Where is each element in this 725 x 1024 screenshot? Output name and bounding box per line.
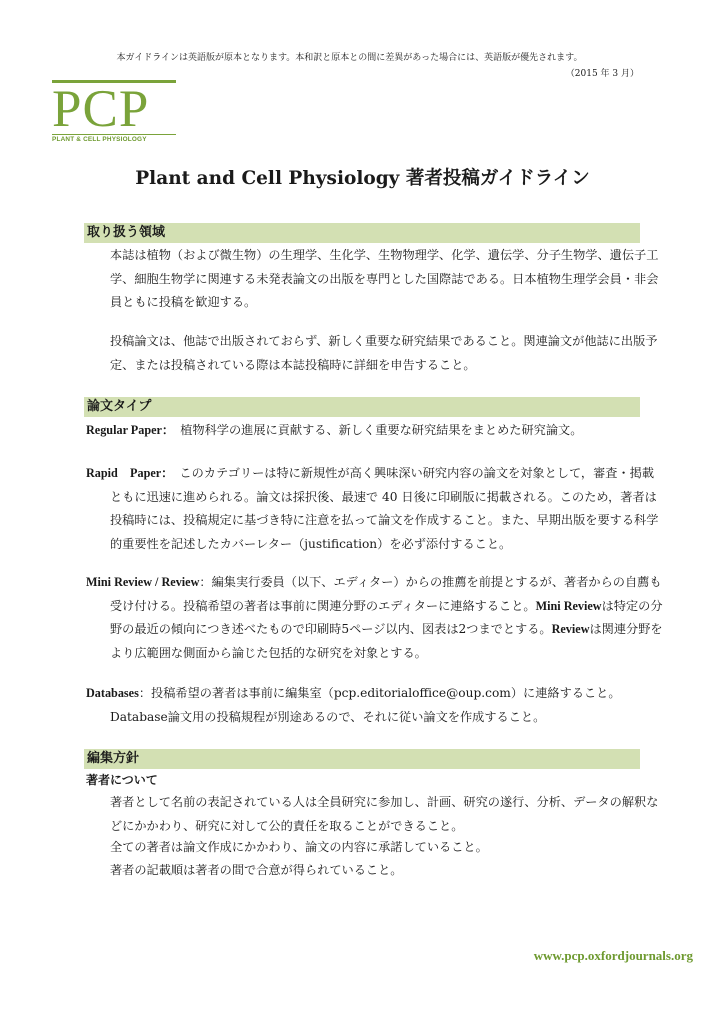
section-heading-scope: 取り扱う領域 — [84, 223, 640, 243]
rapid-paper-text: このカテゴリーは特に新規性が高く興味深い研究内容の論文を対象として，審査・掲載ともに迅速に進められる。論文は採択後、最速で 40 日後に印刷版に掲載される。このため，著者は投稿時には、投稿規定に基づき特に注意を払って論文を作成すること。また、早期出版を要する科学的重要性を記述したカバーレター（justification）を必ず添付すること。 — [110, 466, 659, 551]
section-heading-policy: 編集方針 — [84, 749, 640, 769]
regular-paper-text: 植物科学の進展に貢献する、新しく重要な研究結果をまとめた研究論文。 — [168, 423, 583, 437]
mini-review-term-2: Mini Review — [535, 598, 602, 613]
review-text: は関連分野をより広範囲な側面から論じた包括的な研究を対象とする。 — [110, 622, 663, 660]
logo-subtitle: PLANT & CELL PHYSIOLOGY — [52, 134, 176, 143]
section-heading-types: 論文タイプ — [84, 397, 640, 417]
policy-paragraph-3: 著者の記載順は著者の間で合意が得られていること。 — [110, 863, 403, 877]
policy-paragraph-2: 全ての著者は論文作成にかかわり、論文の内容に承諾していること。 — [110, 840, 488, 854]
policy-paragraph-1: 著者として名前の表記されている人は全員研究に参加し、計画、研究の遂行、分析、データの解釈などにかかわり、研究に対して公的責任を取ることができること。 — [110, 795, 659, 833]
mini-review-text-1: ：編集実行委員（以下、エディター）からの推薦を前提とするが、著者からの自薦も受け付ける。投稿希望の著者は事前に関連分野のエディターに連絡すること。 — [110, 575, 662, 613]
regular-paper-term: Regular Paper： — [86, 423, 169, 437]
journal-website-link[interactable]: www.pcp.oxfordjournals.org — [533, 948, 693, 963]
type-regular-paper — [86, 419, 665, 443]
databases-term: Databases — [86, 686, 139, 700]
scope-paragraph-1: 本誌は植物（および微生物）の生理学、生化学、生物物理学、化学、遺伝学、分子生物学、遺伝子工学、細胞生物学に関連する未発表論文の出版を専門とした国際誌である。日本植物生理学会員・非会員ともに投稿を歓迎する。 — [110, 248, 659, 310]
mini-review-text-2: は特定の分野の最近の傾向につき述べたもので印刷時5ページ以内、図表は2つまでとする。 — [110, 598, 663, 637]
mini-review-term: Mini Review / Review — [86, 575, 200, 589]
databases-text: ：投稿希望の著者は事前に編集室（pcp.editorialoffice@oup.com）に連絡すること。Database論文用の投稿規程が別途あるので、それに従い論文を作成すること。 — [110, 686, 621, 724]
scope-paragraph-2: 投稿論文は、他誌で出版されておらず、新しく重要な研究結果であること。関連論文が他誌に出版予定、または投稿されている際は本誌投稿時に詳細を申告すること。 — [110, 334, 658, 372]
language-notice — [60, 50, 639, 82]
rapid-paper-term: Rapid Paper： — [86, 466, 168, 480]
type-mini-review — [86, 571, 665, 665]
type-rapid-paper — [86, 462, 665, 556]
notice-date: （2015 年 3 月） — [565, 69, 639, 79]
pcp-logo — [52, 80, 176, 143]
logo-mark: PCP — [52, 80, 176, 133]
document-title: Plant and Cell Physiology 著者投稿ガイドライン — [135, 168, 590, 189]
notice-line-1: 本ガイドラインは英語版が原本となります。本和訳と原本との間に差異があった場合には、英語版が優先されます。 — [116, 53, 583, 63]
type-databases — [86, 682, 665, 729]
policy-subheading-authors: 著者について — [86, 773, 158, 787]
review-term: Review — [551, 622, 590, 637]
